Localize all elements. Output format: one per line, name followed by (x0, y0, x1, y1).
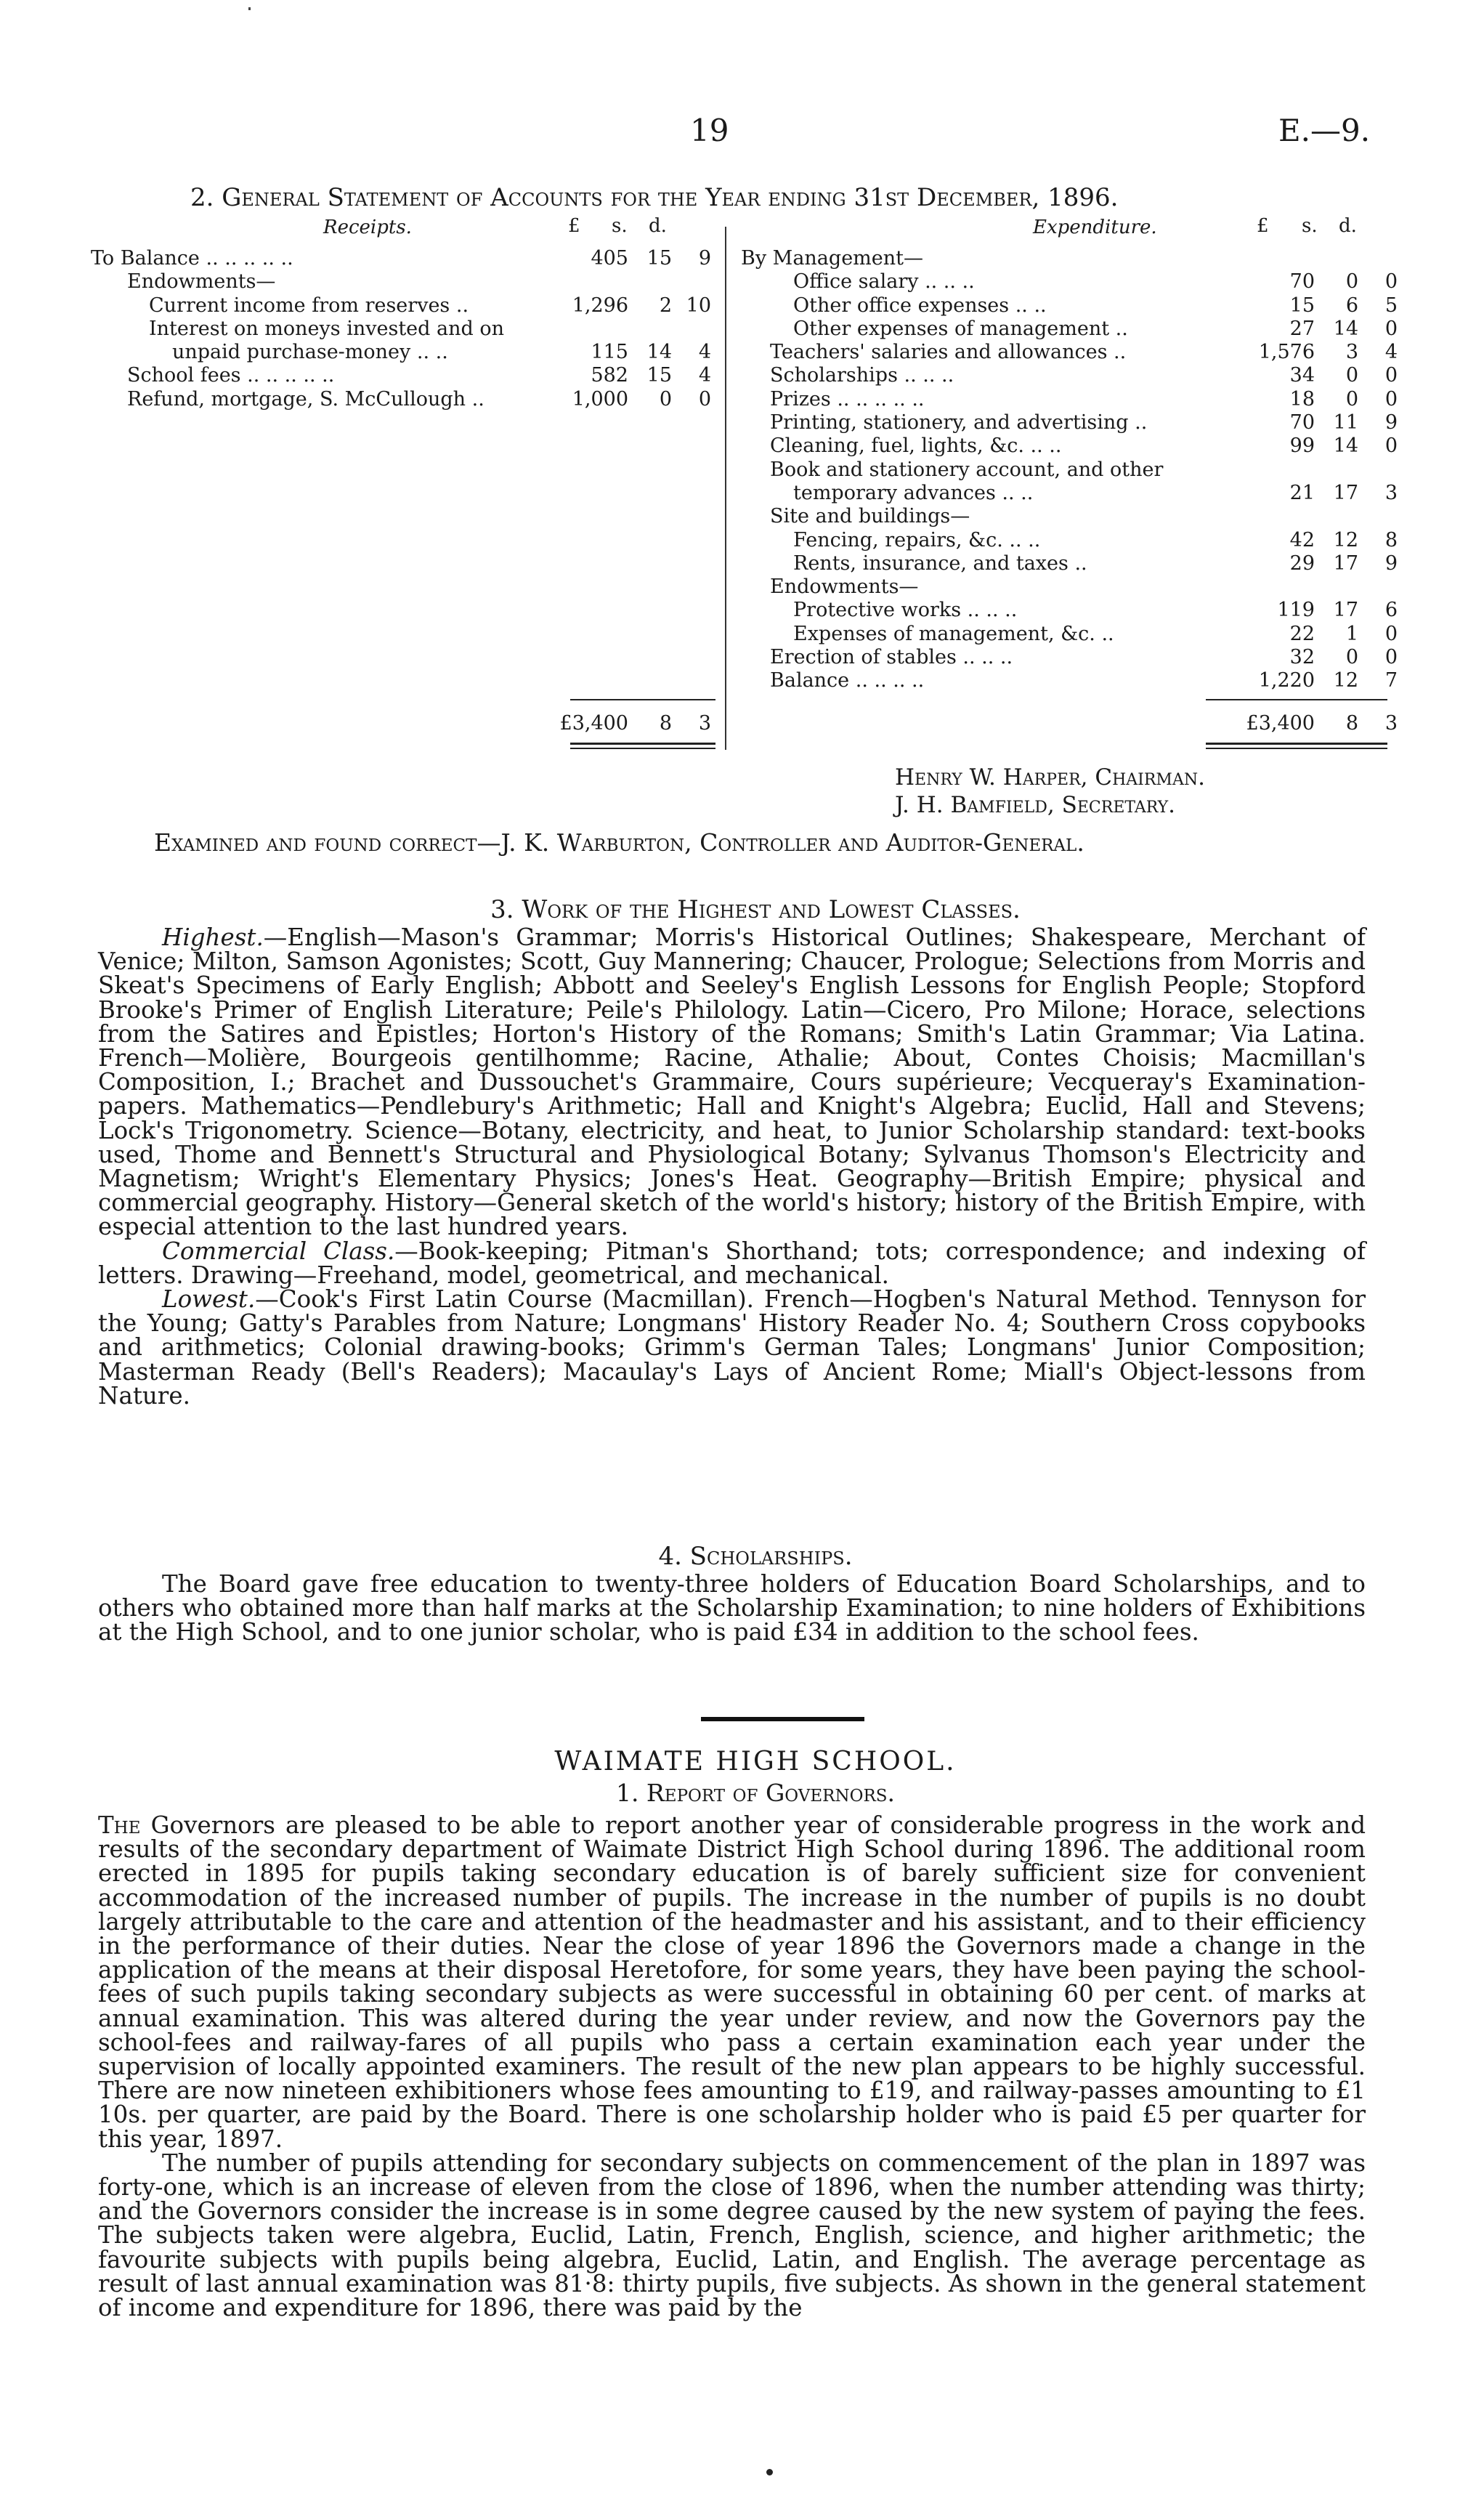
expenditure-row: Office salary .. .. .. 70 0 0 (793, 270, 1398, 294)
receipt-row: Endowments— (127, 270, 276, 294)
receipts-heading: Receipts. (323, 217, 412, 238)
page-number: 19 (690, 113, 729, 148)
expenditure-heading: Expenditure. (1033, 217, 1157, 238)
receipts-col-pence: d. (649, 215, 667, 237)
expenditure-row: Endowments— (770, 575, 919, 599)
accounts-title: 2. General Statement of Accounts for the Year ending 31st December, 1896. (190, 183, 1119, 212)
work-section-body (98, 923, 1366, 1410)
scholarships-title: 4. Scholarships. (658, 1542, 853, 1571)
lowest-text: —Cook's First Latin Course (Macmillan). French—Hogben's Natural Method. Tennyson for the Young; Gatty's Parables from Nature; Longmans' History Reader No. 4; Southern Cross copybooks and arithmetics; Colonial drawing-books; Grimm's German Tales; Longmans' Junior Composition; Masterman Ready (Bell's Readers); Macaulay's Lays of Ancient Rome; Miall's Object-lessons from Nature. (98, 1285, 1366, 1410)
receipts-double-rule-lower (570, 748, 715, 749)
governors-text: Governors are pleased to be able to report another year of considerable progress in the work and results of the secondary department of Waimate District High School during 1896. The additional room erected in 1895 for pupils taking secondary education is of barely sufficient size for convenient accommodation of the increased number of pupils. The increase in the number of pupils is no doubt largely attributable to the care and attention of the headmaster and his assistant, and to their efficiency in the performance of their duties. Near the close of year 1896 the Governors made a change in the application of the means at their disposal Heretofore, for some years, they have been paying the school-fees of such pupils taking secondary subjects as were successful in obtaining 60 per cent. of marks at annual examination. This was altered during the year under review, and now the Governors pay the school-fees and railway-fares of all pupils who pass a certain examination each year under the supervision of locally appointed examiners. The result of the new plan appears to be highly successful. There are now nineteen exhibitioners whose fees amounting to £19, and railway-passes amounting to £1 10s. per quarter, are paid by the Board. There is one scholarship holder who is paid £5 per quarter for this year, 1897. (98, 1811, 1366, 2153)
report-reference: E.—9. (1278, 113, 1371, 148)
expenditure-row: Printing, stationery, and advertising .. 70 11 9 (770, 411, 1398, 434)
expenditure-row: Site and buildings— (770, 505, 970, 528)
waimate-title: WAIMATE HIGH SCHOOL. (554, 1747, 957, 1777)
signature-secretary: J. H. Bamfield, Secretary. (895, 792, 1176, 818)
expenditure-col-pence: d. (1339, 215, 1357, 237)
commercial-text: —Book-keeping; Pitman's Shorthand; tots; correspondence; and indexing of letters. Drawing—Freehand, model, geometrical, and mechanical. (98, 1237, 1366, 1289)
highest-text: —English—Mason's Grammar; Morris's Historical Outlines; Shakespeare, Merchant of Venice; Milton, Samson Agonistes; Scott, Guy Mannering; Chaucer, Prologue; Selections from Morris and Skeat's Specimens of Early English; Abbott and Seeley's English Lessons for English People; Stopford Brooke's Primer of English Literature; Peile's Philology. Latin—Cicero, Pro Milone; Horace, selections from the Satires and Epistles; Horton's History of the Romans; Smith's Latin Grammar; Via Latina. French—Molière, Bourgeois gentilhomme; Racine, Athalie; About, Contes Choisis; Macmillan's Composition, I.; Brachet and Dussouchet's Grammaire, Cours supérieure; Vecqueray's Examination-papers. Mathematics—Pendlebury's Arithmetic; Hall and Knight's Algebra; Euclid, Hall and Stevens; Lock's Trigonometry. Science—Botany, electricity, and heat, to Junior Scholarship standard: text-books used, Thome and Bennett's Structural and Physiological Botany; Sylvanus Thomson's Electricity and Magnetism; Wright's Elementary Physics; Jones's Heat. Geography—British Empire; physical and commercial geography. History—General sketch of the world's history; history of the British Empire, with especial attention to the last hundred years. (98, 923, 1366, 1241)
work-section-title: 3. Work of the Highest and Lowest Classes. (490, 895, 1021, 924)
expenditure-row: Expenses of management, &c. .. 22 1 0 (793, 622, 1398, 645)
page-dot (766, 2469, 773, 2475)
receipt-row: Current income from reserves .. 1,296 2 10 (149, 294, 711, 317)
receipts-table (91, 247, 715, 411)
expenditure-row: Fencing, repairs, &c. .. .. 42 12 8 (793, 528, 1398, 551)
expenditure-total-rule (1206, 699, 1387, 700)
scholarships-paragraph: The Board gave free education to twenty-three holders of Education Board Scholarships, and to others who obtained more than half marks at the Scholarship Examination; to nine holders of Exhibitions at the High School, and to one junior scholar, who is paid £34 in addition to the school fees. (98, 1570, 1366, 1646)
expenditure-col-pounds: £ (1257, 215, 1269, 237)
receipt-row: School fees .. .. .. .. .. 582 15 4 (127, 364, 711, 387)
scholarships-body (98, 1572, 1366, 1645)
expenditure-row: Other office expenses .. .. 15 6 5 (793, 294, 1398, 317)
receipt-row: To Balance .. .. .. .. .. 405 15 9 (91, 247, 711, 270)
pupils-paragraph: The number of pupils attending for secondary subjects on commencement of the plan in 1897 was forty-one, which is an increase of eleven from the close of 1896, when the number attending was thirty; and the Governors consider the increase is in some degree caused by the new system of paying the fees. The subjects taken were algebra, Euclid, Latin, French, English, science, and higher arithmetic; the favourite subjects with pupils being algebra, Euclid, Latin, and English. The average percentage as result of last annual examination was 81·8: thirty pupils, five subjects. As shown in the general statement of income and expenditure for 1896, there was paid by the (98, 2149, 1366, 2322)
section-divider (701, 1717, 864, 1721)
signature-chairman: Henry W. Harper, Chairman. (895, 764, 1205, 791)
expenditure-row: Balance .. .. .. .. 1,220 12 7 (770, 669, 1398, 692)
receipts-double-rule (570, 743, 715, 745)
expenditure-col-shillings: s. (1302, 215, 1318, 237)
waimate-subtitle: 1. Report of Governors. (615, 1779, 896, 1807)
expenditure-row: Rents, insurance, and taxes .. 29 17 9 (793, 551, 1398, 575)
expenditure-double-rule-lower (1206, 748, 1387, 749)
expenditure-row: Protective works .. .. .. 119 17 6 (793, 599, 1398, 622)
expenditure-row: Teachers' salaries and allowances .. 1,576 3 4 (770, 341, 1398, 364)
expenditure-double-rule (1206, 743, 1387, 745)
expenditure-row: Book and stationery account, and other (770, 458, 1164, 481)
lowest-class-paragraph (98, 1285, 1366, 1410)
expenditure-row: Scholarships .. .. .. 34 0 0 (770, 364, 1398, 387)
expenditure-row: temporary advances .. .. 21 17 3 (793, 481, 1398, 504)
print-mark (248, 7, 251, 10)
audit-note: Examined and found correct—J. K. Warburton, Controller and Auditor-General. (154, 828, 1084, 857)
highest-class-paragraph (98, 923, 1366, 1241)
commercial-class-paragraph (98, 1237, 1366, 1289)
commercial-lead: Commercial Class. (162, 1237, 395, 1265)
expenditure-row: Cleaning, fuel, lights, &c. .. .. 99 14 0 (770, 434, 1398, 458)
expenditure-row: Prizes .. .. .. .. .. 18 0 0 (770, 387, 1398, 411)
governors-report-paragraph (98, 1811, 1366, 2153)
receipts-total-rule (570, 699, 715, 700)
expenditure-total: £3,400 8 3 (1246, 712, 1398, 735)
receipts-col-shillings: s. (612, 215, 628, 237)
receipt-row: unpaid purchase-money .. .. 115 14 4 (172, 341, 711, 364)
expenditure-row: Erection of stables .. .. .. 32 0 0 (770, 646, 1398, 669)
expenditure-row: Other expenses of management .. 27 14 0 (793, 317, 1398, 340)
receipt-row: Refund, mortgage, S. McCullough .. 1,000 0 0 (127, 387, 711, 411)
lowest-lead: Lowest. (162, 1285, 256, 1314)
receipts-total: £3,400 8 3 (559, 712, 711, 735)
expenditure-row: By Management— (741, 247, 923, 270)
governors-lead: The (98, 1811, 141, 1839)
column-divider (725, 227, 726, 750)
highest-lead: Highest. (162, 923, 264, 951)
receipts-col-pounds: £ (568, 215, 580, 237)
expenditure-table (741, 247, 1402, 693)
waimate-body (98, 1811, 1366, 2322)
receipt-row: Interest on moneys invested and on (149, 317, 505, 340)
